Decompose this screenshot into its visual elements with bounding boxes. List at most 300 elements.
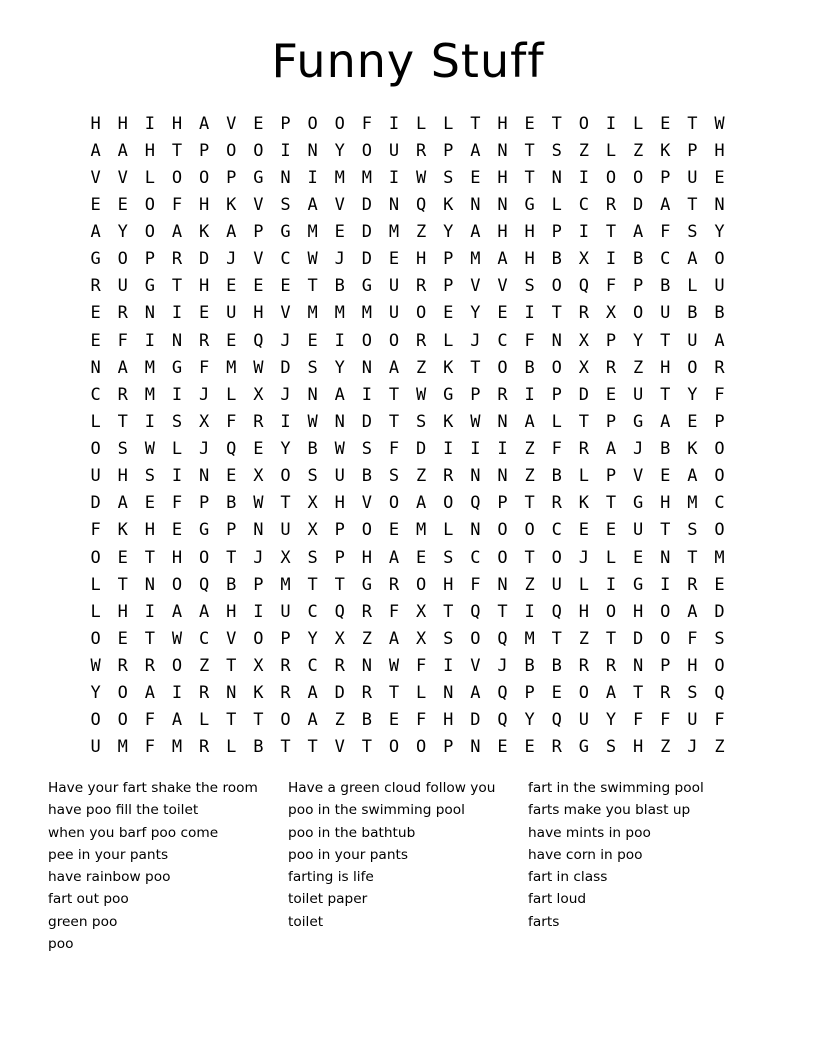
grid-cell: M	[280, 574, 291, 595]
grid-cell: M	[144, 384, 155, 405]
grid-cell: P	[605, 466, 617, 487]
grid-cell: A	[687, 601, 698, 622]
grid-cell: H	[117, 466, 128, 487]
grid-cell: B	[524, 357, 535, 378]
grid-cell: E	[253, 276, 264, 297]
grid-cell: L	[551, 411, 562, 432]
grid-cell: H	[660, 357, 671, 378]
grid-cell: D	[280, 357, 291, 378]
grid-cell: O	[605, 601, 617, 622]
grid-cell: I	[524, 601, 535, 622]
grid-cell: E	[497, 737, 508, 758]
grid-cell: A	[307, 194, 318, 215]
grid-cell: H	[660, 493, 671, 514]
grid-cell: F	[144, 710, 155, 731]
grid-cell: J	[497, 656, 508, 677]
grid-cell: N	[470, 194, 481, 215]
grid-cell: I	[578, 167, 589, 188]
word-list-item: farts	[528, 913, 560, 930]
grid-cell: D	[361, 411, 372, 432]
grid-cell: V	[253, 194, 264, 215]
grid-cell: O	[361, 140, 372, 161]
grid-cell: I	[388, 113, 400, 134]
grid-cell: W	[307, 411, 318, 432]
word-list-item: poo in the swimming pool	[288, 802, 465, 819]
grid-cell: Q	[415, 194, 427, 215]
grid-cell: P	[280, 113, 291, 134]
grid-cell: Y	[443, 222, 454, 243]
grid-cell: R	[280, 656, 291, 677]
word-list-item: have rainbow poo	[48, 869, 171, 886]
grid-cell: Q	[470, 493, 481, 514]
grid-cell: G	[632, 493, 644, 514]
grid-cell: E	[632, 547, 644, 568]
grid-cell: W	[415, 384, 427, 405]
grid-cell: N	[497, 466, 508, 487]
grid-cell: O	[415, 303, 427, 324]
grid-cell: R	[280, 683, 291, 704]
grid-cell: O	[90, 547, 101, 568]
grid-cell: N	[307, 384, 318, 405]
grid-cell: L	[443, 520, 454, 541]
grid-cell: J	[578, 547, 589, 568]
grid-cell: P	[443, 140, 454, 161]
grid-cell: K	[687, 439, 698, 460]
grid-cell: E	[714, 574, 725, 595]
word-search-grid	[82, 110, 733, 761]
grid-cell: R	[117, 303, 128, 324]
word-list	[48, 777, 768, 955]
grid-cell: D	[198, 249, 210, 270]
grid-cell: H	[144, 140, 155, 161]
grid-cell: I	[171, 303, 183, 324]
grid-cell: K	[253, 683, 264, 704]
grid-cell: H	[226, 601, 237, 622]
grid-cell: Q	[198, 574, 210, 595]
word-list-item: Have your fart shake the room	[48, 780, 258, 796]
grid-cell: T	[524, 140, 535, 161]
grid-cell: T	[361, 737, 372, 758]
grid-cell: T	[632, 683, 644, 704]
grid-cell: D	[415, 439, 427, 460]
grid-cell: T	[226, 547, 237, 568]
grid-cell: I	[280, 140, 291, 161]
grid-cell: U	[90, 737, 101, 758]
grid-cell: A	[388, 547, 400, 568]
grid-cell: E	[524, 113, 535, 134]
grid-cell: W	[470, 411, 481, 432]
grid-cell: M	[334, 303, 345, 324]
grid-cell: A	[90, 222, 101, 243]
grid-cell: N	[660, 547, 671, 568]
grid-cell: N	[632, 656, 644, 677]
grid-cell: O	[551, 357, 562, 378]
grid-cell: R	[198, 683, 210, 704]
grid-cell: R	[117, 384, 128, 405]
grid-cell: O	[171, 656, 183, 677]
grid-cell: K	[443, 411, 454, 432]
grid-cell: Y	[307, 628, 318, 649]
grid-cell: I	[144, 330, 155, 351]
grid-cell: M	[470, 249, 481, 270]
grid-cell: T	[551, 303, 562, 324]
grid-cell: L	[415, 683, 427, 704]
grid-cell: N	[307, 140, 318, 161]
grid-cell: J	[198, 384, 210, 405]
grid-cell: N	[470, 520, 481, 541]
grid-cell: Q	[334, 601, 345, 622]
grid-cell: K	[578, 493, 589, 514]
grid-cell: T	[334, 574, 345, 595]
grid-cell: J	[226, 249, 237, 270]
grid-cell: I	[605, 113, 617, 134]
grid-cell: U	[90, 466, 101, 487]
grid-cell: X	[415, 601, 427, 622]
word-list-item: have corn in poo	[528, 846, 643, 863]
grid-cell: Y	[714, 222, 725, 243]
grid-cell: J	[280, 384, 291, 405]
grid-cell: F	[660, 710, 671, 731]
grid-cell: E	[497, 303, 508, 324]
grid-cell: E	[415, 547, 427, 568]
grid-cell: H	[90, 113, 101, 134]
grid-cell: D	[361, 249, 372, 270]
grid-cell: D	[632, 628, 644, 649]
grid-cell: N	[497, 140, 508, 161]
grid-cell: F	[388, 601, 400, 622]
grid-cell: S	[280, 194, 291, 215]
grid-cell: G	[443, 384, 454, 405]
grid-cell: T	[524, 167, 535, 188]
grid-cell: H	[524, 249, 535, 270]
grid-cell: T	[388, 683, 400, 704]
grid-cell: N	[361, 656, 372, 677]
grid-cell: R	[714, 357, 725, 378]
grid-cell: O	[171, 574, 183, 595]
grid-cell: M	[361, 167, 372, 188]
grid-cell: T	[497, 601, 508, 622]
grid-cell: R	[361, 683, 372, 704]
grid-cell: O	[497, 547, 508, 568]
grid-cell: H	[171, 113, 183, 134]
grid-cell: V	[253, 249, 264, 270]
grid-cell: Y	[334, 140, 345, 161]
grid-cell: O	[253, 628, 264, 649]
grid-cell: O	[497, 357, 508, 378]
grid-cell: P	[443, 276, 454, 297]
grid-cell: W	[171, 628, 183, 649]
grid-cell: S	[443, 628, 454, 649]
grid-cell: H	[524, 222, 535, 243]
grid-cell: F	[171, 194, 183, 215]
word-list-item: fart in class	[528, 869, 608, 886]
grid-cell: G	[578, 737, 589, 758]
grid-cell: K	[198, 222, 210, 243]
grid-cell: O	[280, 466, 291, 487]
grid-cell: Z	[632, 357, 644, 378]
grid-cell: N	[361, 357, 372, 378]
grid-cell: D	[90, 493, 101, 514]
grid-cell: C	[497, 330, 508, 351]
word-list-item: farts make you blast up	[528, 802, 691, 819]
grid-cell: F	[632, 710, 644, 731]
grid-cell: E	[443, 303, 454, 324]
grid-cell: N	[334, 411, 345, 432]
grid-cell: M	[226, 357, 237, 378]
grid-cell: Q	[497, 710, 508, 731]
grid-cell: C	[307, 656, 318, 677]
grid-cell: R	[551, 493, 562, 514]
grid-cell: Z	[415, 222, 427, 243]
grid-cell: B	[361, 466, 372, 487]
grid-cell: P	[470, 384, 481, 405]
grid-cell: W	[253, 493, 264, 514]
grid-cell: E	[334, 222, 345, 243]
grid-cell: D	[334, 683, 345, 704]
grid-cell: F	[171, 493, 183, 514]
grid-cell: E	[388, 249, 400, 270]
word-list-item: toilet paper	[288, 891, 368, 908]
grid-cell: N	[226, 683, 237, 704]
grid-cell: Q	[578, 276, 589, 297]
grid-cell: P	[253, 222, 264, 243]
grid-cell: T	[171, 140, 183, 161]
grid-cell: R	[90, 276, 101, 297]
grid-cell: P	[687, 140, 698, 161]
grid-cell: B	[524, 656, 535, 677]
grid-cell: I	[171, 384, 183, 405]
grid-cell: U	[388, 140, 400, 161]
grid-cell: T	[144, 547, 155, 568]
grid-cell: S	[307, 547, 318, 568]
grid-cell: H	[497, 113, 508, 134]
grid-cell: F	[660, 222, 671, 243]
grid-cell: O	[415, 574, 427, 595]
grid-cell: L	[171, 439, 183, 460]
grid-cell: N	[470, 466, 481, 487]
grid-cell: I	[605, 574, 617, 595]
grid-cell: N	[551, 167, 562, 188]
grid-cell: R	[388, 574, 400, 595]
grid-cell: I	[578, 222, 589, 243]
grid-cell: B	[307, 439, 318, 460]
grid-cell: U	[388, 276, 400, 297]
grid-cell: T	[660, 384, 671, 405]
grid-cell: L	[443, 113, 454, 134]
grid-cell: R	[605, 357, 617, 378]
grid-cell: X	[307, 520, 318, 541]
grid-cell: F	[605, 276, 617, 297]
grid-cell: L	[632, 113, 644, 134]
grid-cell: P	[632, 276, 644, 297]
grid-cell: P	[714, 411, 725, 432]
grid-cell: T	[687, 194, 698, 215]
grid-cell: I	[334, 330, 345, 351]
grid-cell: C	[280, 249, 291, 270]
grid-cell: T	[551, 113, 562, 134]
grid-cell: R	[551, 737, 562, 758]
grid-cell: B	[551, 466, 562, 487]
grid-cell: E	[90, 303, 101, 324]
grid-cell: A	[605, 439, 617, 460]
grid-cell: H	[415, 249, 427, 270]
word-list-item: green poo	[48, 913, 118, 930]
grid-cell: F	[415, 710, 427, 731]
grid-cell: H	[117, 601, 128, 622]
grid-cell: L	[687, 276, 698, 297]
grid-cell: T	[388, 411, 400, 432]
grid-cell: H	[687, 656, 698, 677]
grid-cell: E	[253, 113, 264, 134]
grid-cell: H	[361, 547, 372, 568]
grid-cell: V	[497, 276, 508, 297]
grid-cell: Q	[470, 601, 481, 622]
grid-cell: O	[632, 303, 644, 324]
grid-cell: H	[334, 493, 345, 514]
grid-cell: L	[578, 466, 589, 487]
grid-cell: R	[198, 330, 210, 351]
grid-cell: L	[90, 601, 101, 622]
grid-cell: N	[253, 520, 264, 541]
grid-cell: L	[144, 167, 155, 188]
grid-cell: W	[388, 656, 400, 677]
grid-cell: L	[605, 140, 617, 161]
grid-cell: N	[144, 303, 155, 324]
grid-cell: O	[497, 520, 508, 541]
grid-cell: P	[226, 520, 237, 541]
grid-cell: V	[226, 113, 237, 134]
grid-cell: R	[578, 656, 589, 677]
grid-cell: O	[714, 520, 725, 541]
grid-cell: A	[334, 384, 345, 405]
grid-cell: B	[632, 249, 644, 270]
grid-cell: G	[632, 411, 644, 432]
grid-cell: S	[415, 411, 427, 432]
grid-cell: O	[280, 710, 291, 731]
grid-cell: L	[226, 384, 237, 405]
grid-cell: A	[470, 683, 481, 704]
grid-cell: X	[578, 357, 589, 378]
grid-cell: I	[524, 303, 535, 324]
grid-cell: Y	[524, 710, 535, 731]
grid-cell: O	[198, 167, 210, 188]
grid-cell: R	[443, 466, 454, 487]
grid-cell: Z	[524, 466, 535, 487]
grid-cell: C	[470, 547, 481, 568]
grid-cell: Y	[687, 384, 698, 405]
grid-cell: P	[551, 222, 562, 243]
grid-cell: A	[660, 411, 671, 432]
grid-cell: R	[415, 330, 427, 351]
grid-cell: U	[714, 276, 725, 297]
grid-cell: R	[117, 656, 128, 677]
grid-cell: N	[497, 411, 508, 432]
grid-cell: P	[334, 547, 345, 568]
grid-cell: I	[144, 113, 155, 134]
grid-cell: E	[198, 303, 210, 324]
grid-cell: U	[578, 710, 589, 731]
grid-cell: O	[578, 683, 589, 704]
grid-cell: A	[470, 222, 481, 243]
grid-cell: R	[334, 656, 345, 677]
grid-cell: I	[605, 249, 617, 270]
grid-cell: E	[578, 520, 589, 541]
grid-cell: B	[226, 574, 237, 595]
grid-cell: N	[388, 194, 400, 215]
grid-cell: X	[578, 330, 589, 351]
grid-cell: O	[578, 113, 589, 134]
grid-cell: Z	[415, 466, 427, 487]
grid-cell: K	[443, 357, 454, 378]
grid-cell: R	[171, 249, 183, 270]
grid-cell: E	[171, 520, 183, 541]
grid-cell: B	[226, 493, 237, 514]
grid-cell: R	[578, 303, 589, 324]
grid-cell: M	[714, 547, 725, 568]
grid-cell: E	[551, 683, 562, 704]
grid-cell: A	[117, 357, 128, 378]
grid-cell: P	[660, 167, 671, 188]
grid-cell: W	[334, 439, 345, 460]
grid-cell: O	[605, 167, 617, 188]
grid-cell: K	[443, 194, 454, 215]
grid-cell: L	[90, 411, 101, 432]
grid-cell: I	[497, 439, 508, 460]
grid-cell: M	[171, 737, 183, 758]
grid-cell: A	[497, 249, 508, 270]
grid-cell: A	[415, 493, 427, 514]
grid-cell: O	[714, 249, 725, 270]
grid-cell: P	[334, 520, 345, 541]
grid-cell: A	[687, 249, 698, 270]
word-list-item: fart out poo	[48, 891, 129, 908]
grid-cell: I	[307, 167, 318, 188]
grid-cell: Z	[198, 656, 210, 677]
grid-cell: U	[660, 303, 671, 324]
grid-cell: V	[226, 628, 237, 649]
grid-cell: I	[524, 384, 535, 405]
grid-cell: A	[307, 710, 318, 731]
grid-cell: W	[144, 439, 155, 460]
word-list-item: farting is life	[288, 869, 374, 886]
word-list-item: toilet	[288, 913, 324, 930]
grid-cell: P	[198, 493, 210, 514]
grid-cell: D	[714, 601, 725, 622]
grid-cell: A	[171, 710, 183, 731]
grid-cell: Y	[90, 683, 101, 704]
grid-cell: G	[361, 574, 372, 595]
grid-cell: T	[524, 547, 535, 568]
grid-cell: H	[578, 601, 589, 622]
word-list-item: when you barf poo come	[48, 824, 219, 841]
grid-cell: A	[714, 330, 725, 351]
grid-cell: F	[470, 574, 481, 595]
grid-cell: O	[361, 330, 372, 351]
grid-cell: W	[415, 167, 427, 188]
grid-cell: O	[144, 194, 155, 215]
grid-cell: C	[198, 628, 210, 649]
grid-cell: A	[171, 601, 183, 622]
grid-cell: P	[280, 628, 291, 649]
grid-cell: X	[280, 547, 291, 568]
grid-cell: S	[551, 140, 562, 161]
grid-cell: E	[226, 330, 237, 351]
grid-cell: A	[90, 140, 101, 161]
grid-cell: R	[578, 439, 589, 460]
grid-cell: O	[90, 439, 101, 460]
grid-cell: N	[280, 167, 291, 188]
grid-cell: Z	[660, 737, 671, 758]
